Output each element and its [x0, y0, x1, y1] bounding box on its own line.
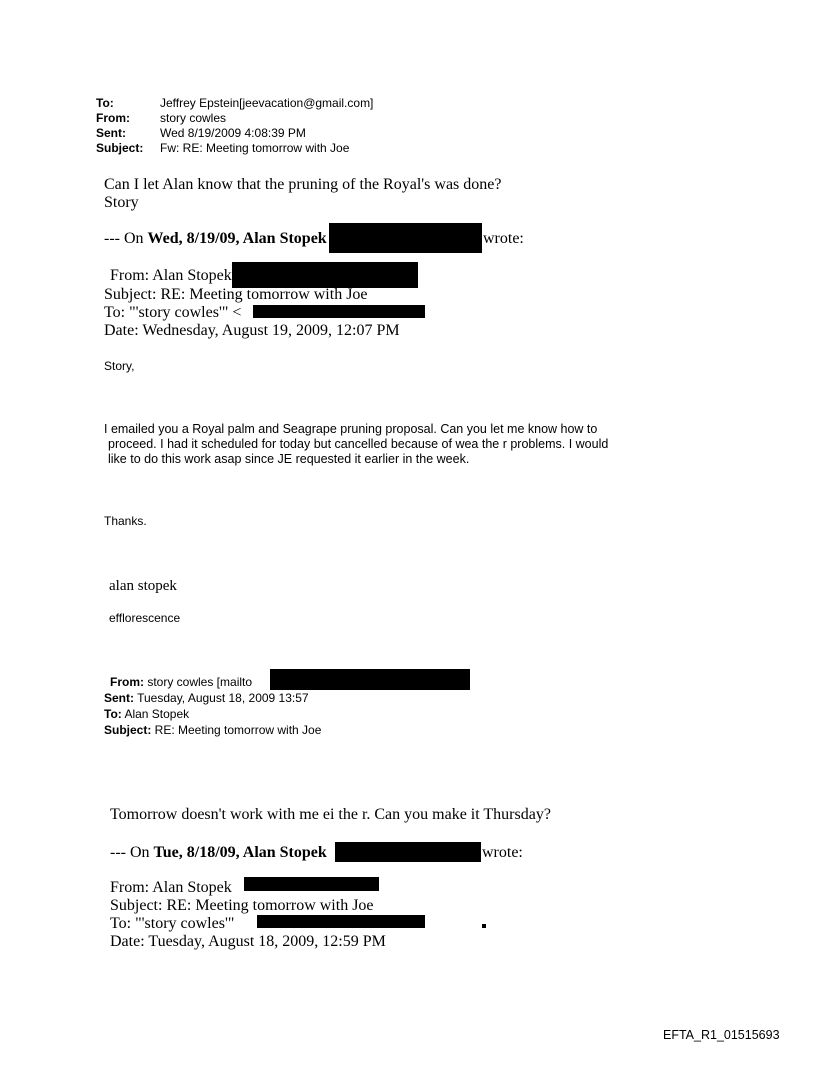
quote2-date: Date: Tuesday, August 18, 2009, 12:59 PM	[110, 933, 386, 950]
subject-value: Fw: RE: Meeting tomorrow with Joe	[160, 141, 350, 155]
signature-name: alan stopek	[109, 578, 177, 594]
forward-from-label: From:	[110, 675, 144, 689]
msg1-paragraph-line-3: like to do this work asap since JE requested it earlier in the week.	[108, 452, 470, 466]
redaction-box	[335, 842, 481, 862]
redaction-dot	[482, 924, 486, 928]
to-label: To:	[96, 96, 114, 110]
sent-value: Wed 8/19/2009 4:08:39 PM	[160, 126, 306, 140]
msg2-line: Tomorrow doesn't work with me ei the r. Can you make it Thursday?	[110, 806, 551, 823]
forward-sent-label: Sent:	[104, 691, 134, 705]
to-value: Jeffrey Epstein[jeevacation@gmail.com]	[160, 96, 374, 110]
document-id: EFTA_R1_01515693	[663, 1028, 780, 1042]
body-line-1: Can I let Alan know that the pruning of the Royal's was done?	[104, 176, 502, 193]
forward-subject-value: RE: Meeting tomorrow with Joe	[151, 723, 322, 737]
subject-label: Subject:	[96, 141, 144, 155]
forward-subject-label: Subject:	[104, 723, 152, 737]
quote1-author: Wed, 8/19/09, Alan Stopek	[147, 230, 327, 247]
forward-sent	[104, 691, 309, 706]
quote1-on-line	[104, 229, 327, 249]
quote1-date: Date: Wednesday, August 19, 2009, 12:07 PM	[104, 322, 400, 339]
signature-company: efflorescence	[109, 611, 181, 625]
redaction-box	[244, 877, 379, 891]
quote1-from: From: Alan Stopek	[110, 267, 232, 284]
quote2-prefix: --- On	[110, 844, 154, 861]
redaction-box	[253, 305, 425, 318]
quote2-to: To: "'story cowles'"	[110, 915, 235, 932]
quote1-subject: Subject: RE: Meeting tomorrow with Joe	[104, 286, 368, 303]
msg1-greeting: Story,	[104, 359, 135, 373]
quote2-subject: Subject: RE: Meeting tomorrow with Joe	[110, 897, 374, 914]
quote1-prefix: --- On	[104, 230, 148, 247]
sent-label: Sent:	[96, 126, 126, 140]
msg1-paragraph-line-1: I emailed you a Royal palm and Seagrape pruning proposal. Can you let me know how to	[104, 422, 598, 436]
body-line-2: Story	[104, 194, 139, 211]
msg1-paragraph-line-2: proceed. I had it scheduled for today but cancelled because of wea the r problems. I would	[108, 437, 609, 451]
quote1-wrote: wrote:	[483, 230, 524, 247]
redaction-box	[270, 669, 470, 690]
from-label: From:	[96, 111, 130, 125]
forward-to-label: To:	[104, 707, 122, 721]
forward-sent-value: Tuesday, August 18, 2009 13:57	[134, 691, 309, 705]
forward-from-value: story cowles [mailto	[144, 675, 253, 689]
forward-to-value: Alan Stopek	[121, 707, 190, 721]
from-value: story cowles	[160, 111, 227, 125]
forward-to	[104, 707, 189, 722]
quote2-from: From: Alan Stopek	[110, 879, 232, 896]
quote2-on-line	[110, 843, 327, 863]
forward-from	[110, 675, 252, 690]
redaction-box	[257, 915, 425, 928]
redaction-box	[329, 223, 482, 253]
quote2-wrote: wrote:	[482, 844, 523, 861]
msg1-thanks: Thanks.	[104, 514, 147, 528]
quote2-author: Tue, 8/18/09, Alan Stopek	[153, 844, 327, 861]
forward-subject	[104, 723, 321, 738]
quote1-to: To: "'story cowles'" <	[104, 304, 242, 321]
